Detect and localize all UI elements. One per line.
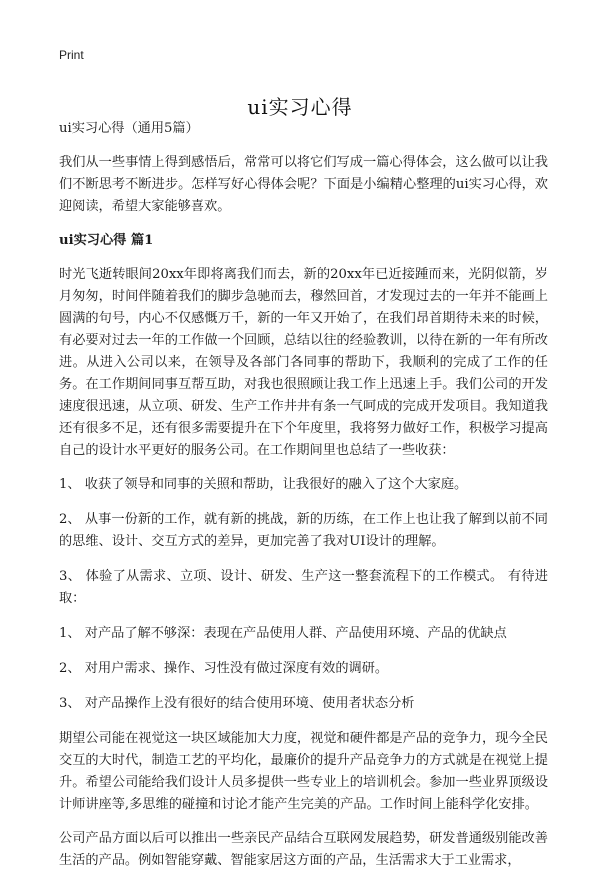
document-body xyxy=(59,118,548,884)
intro-paragraph: 我们从一些事情上得到感悟后，常常可以将它们写成一篇心得体会，这么做可以让我们不断思考不断进步。怎样写好心得体会呢？下面是小编精心整理的ui实习心得，欢迎阅读，希望大家能够喜欢。 xyxy=(59,155,548,214)
improvement-item: 1、 对产品了解不够深：表现在产品使用人群、产品使用环境、产品的优缺点 xyxy=(59,626,507,641)
body-paragraph: 期望公司能在视觉这一块区域能加大力度，视觉和硬件都是产品的竞争力，现今全民交互的大时代，制造工艺的平均化，最廉价的提升产品竞争力的方式就是在视觉上提升。希望公司能给我们设计人员多提供一些专业上的培训机会。参加一些业界顶级设计师讲座等,多思维的碰撞和讨论才能产生完美的产品。工作时间上能科学化安排。 xyxy=(59,731,548,812)
improvement-item: 2、 对用户需求、操作、习性没有做过深度有效的调研。 xyxy=(59,661,389,676)
section-heading: ui实习心得 篇1 xyxy=(59,233,154,248)
gain-item: 1、 收获了领导和同事的关照和帮助，让我很好的融入了这个大家庭。 xyxy=(59,477,468,492)
body-paragraph: 时光飞逝转眼间20xx年即将离我们而去，新的20xx年已近接踵而来，光阴似箭，岁月匆匆，时间伴随着我们的脚步急驰而去，穆然回首，才发现过去的一年并不能画上圆满的句号，内心不仅感慨万千，新的一年又开始了，在我们昂首期待未来的时候，有必要对过去一年的工作做一个回顾，总结以往的经验教训，以待在新的一年有所改进。从进入公司以来，在领导及各部门各同事的帮助下，我顺利的完成了工作的任务。在工作期间同事互帮互助，对我也很照顾让我工作上迅速上手。我们公司的开发速度很迅速，从立项、研发、生产工作井井有条一气呵成的完成开发项目。我知道我还有很多不足，还有很多需要提升在下个年度里，我将努力做好工作，积极学习提高自己的设计水平更好的服务公司。在工作期间里也总结了一些收获： xyxy=(59,267,548,458)
gain-item: 3、 体验了从需求、立项、设计、研发、生产这一整套流程下的工作模式。 有待进取： xyxy=(59,569,548,606)
body-paragraph: 公司产品方面以后可以推出一些亲民产品结合互联网发展趋势，研发普通级别能改善生活的产品。例如智能穿戴、智能家居这方面的产品，生活需求大于工业需求， xyxy=(59,831,548,868)
print-label[interactable]: Print xyxy=(59,48,84,62)
document-subtitle: ui实习心得（通用5篇） xyxy=(59,121,199,136)
improvement-item: 3、 对产品操作上没有很好的结合使用环境、使用者状态分析 xyxy=(59,696,415,711)
document-title: ui实习心得 xyxy=(247,95,353,120)
gain-item: 2、 从事一份新的工作，就有新的挑战，新的历练，在工作上也让我了解到以前不同的思维、设计、交互方式的差异，更加完善了我对UI设计的理解。 xyxy=(59,512,548,549)
